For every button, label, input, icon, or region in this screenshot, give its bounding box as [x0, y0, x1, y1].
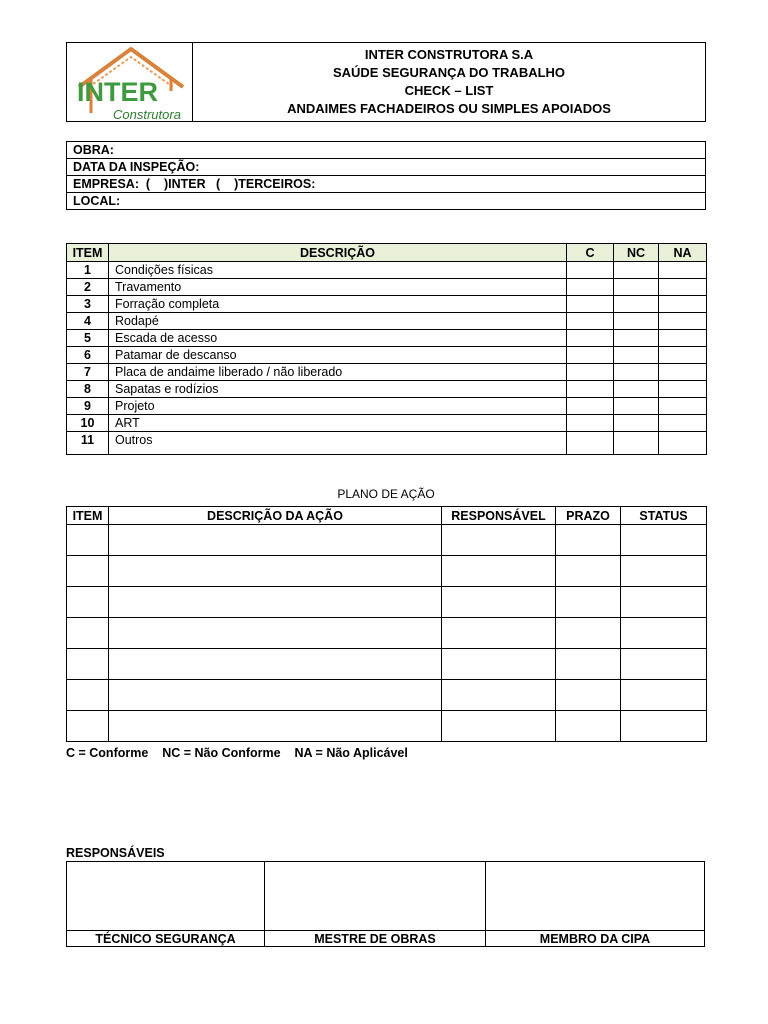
item-cell[interactable]: [67, 587, 109, 618]
conforme-checkbox[interactable]: [567, 296, 614, 313]
nao-conforme-checkbox[interactable]: [614, 432, 659, 455]
checklist-item-number: 9: [67, 398, 109, 415]
nao-conforme-checkbox[interactable]: [614, 381, 659, 398]
status-cell[interactable]: [621, 525, 707, 556]
col-prazo: PRAZO: [556, 507, 621, 525]
checklist-row: [67, 364, 707, 381]
company-name: INTER CONSTRUTORA S.A: [364, 47, 534, 62]
nao-aplicavel-checkbox[interactable]: [659, 381, 707, 398]
responsible-cell[interactable]: [442, 618, 556, 649]
deadline-cell[interactable]: [556, 618, 621, 649]
responsible-cell[interactable]: [442, 525, 556, 556]
responsible-cell[interactable]: [442, 587, 556, 618]
status-cell[interactable]: [621, 711, 707, 742]
responsible-cell[interactable]: [442, 711, 556, 742]
checklist-item-description: Escada de acesso: [109, 330, 567, 347]
item-cell[interactable]: [67, 649, 109, 680]
checklist-item-description: Sapatas e rodízios: [109, 381, 567, 398]
nao-aplicavel-checkbox[interactable]: [659, 432, 707, 455]
signature-box-tecnico[interactable]: [67, 862, 265, 931]
checklist-row: [67, 279, 707, 296]
action-plan-row: [67, 711, 707, 742]
nao-aplicavel-checkbox[interactable]: [659, 398, 707, 415]
conforme-checkbox[interactable]: [567, 398, 614, 415]
action-description-cell[interactable]: [109, 556, 442, 587]
col-nao-conforme: NC: [614, 244, 659, 262]
role-label: MEMBRO DA CIPA: [486, 931, 705, 947]
checklist-item-number: 4: [67, 313, 109, 330]
action-description-cell[interactable]: [109, 649, 442, 680]
document-header: [66, 42, 706, 122]
deadline-cell[interactable]: [556, 525, 621, 556]
checklist-item-description: Placa de andaime liberado / não liberado: [109, 364, 567, 381]
company-logo: [67, 43, 193, 122]
company-field[interactable]: EMPRESA: ( )INTER ( )TERCEIROS:: [67, 176, 706, 193]
col-status: STATUS: [621, 507, 707, 525]
responsaveis-title: RESPONSÁVEIS: [66, 846, 165, 860]
nao-aplicavel-checkbox[interactable]: [659, 279, 707, 296]
nao-aplicavel-checkbox[interactable]: [659, 296, 707, 313]
deadline-cell[interactable]: [556, 587, 621, 618]
checklist-table: [66, 243, 707, 455]
conforme-checkbox[interactable]: [567, 330, 614, 347]
deadline-cell[interactable]: [556, 711, 621, 742]
action-plan-row: [67, 680, 707, 711]
checklist-item-description: Forração completa: [109, 296, 567, 313]
signatures-table: [66, 861, 705, 947]
action-description-cell[interactable]: [109, 587, 442, 618]
action-plan-row: [67, 587, 707, 618]
conforme-checkbox[interactable]: [567, 432, 614, 455]
deadline-cell[interactable]: [556, 556, 621, 587]
action-description-cell[interactable]: [109, 680, 442, 711]
checklist-row: [67, 398, 707, 415]
signature-row: [67, 862, 705, 931]
inspection-info-table: [66, 141, 706, 210]
nao-conforme-checkbox[interactable]: [614, 296, 659, 313]
item-cell[interactable]: [67, 680, 109, 711]
nao-conforme-checkbox[interactable]: [614, 347, 659, 364]
checklist-item-number: 5: [67, 330, 109, 347]
conforme-checkbox[interactable]: [567, 262, 614, 279]
nao-conforme-checkbox[interactable]: [614, 330, 659, 347]
checklist-row: [67, 415, 707, 432]
checklist-item-number: 1: [67, 262, 109, 279]
deadline-cell[interactable]: [556, 649, 621, 680]
department-name: SAÚDE SEGURANÇA DO TRABALHO: [332, 65, 566, 80]
location-field[interactable]: LOCAL:: [67, 193, 706, 210]
col-conforme: C: [567, 244, 614, 262]
conforme-checkbox[interactable]: [567, 381, 614, 398]
signature-box-mestre[interactable]: [265, 862, 486, 931]
responsible-cell[interactable]: [442, 680, 556, 711]
nao-aplicavel-checkbox[interactable]: [659, 262, 707, 279]
action-description-cell[interactable]: [109, 618, 442, 649]
checklist-header-row: [67, 244, 707, 262]
checklist-row: [67, 347, 707, 364]
nao-conforme-checkbox[interactable]: [614, 364, 659, 381]
status-cell[interactable]: [621, 556, 707, 587]
col-responsavel: RESPONSÁVEL: [442, 507, 556, 525]
nao-conforme-checkbox[interactable]: [614, 313, 659, 330]
checklist-item-description: Outros: [109, 432, 567, 455]
status-cell[interactable]: [621, 618, 707, 649]
document-subject: ANDAIMES FACHADEIROS OU SIMPLES APOIADOS: [287, 101, 611, 116]
action-description-cell[interactable]: [109, 525, 442, 556]
header-title-block: [193, 43, 706, 122]
legend: C = Conforme NC = Não Conforme NA = Não Aplicável: [66, 746, 408, 760]
checklist-item-number: 6: [67, 347, 109, 364]
checklist-item-number: 8: [67, 381, 109, 398]
checklist-item-description: Patamar de descanso: [109, 347, 567, 364]
checklist-row: [67, 313, 707, 330]
col-descricao-acao: DESCRIÇÃO DA AÇÃO: [109, 507, 442, 525]
action-plan-header-row: [67, 507, 707, 525]
nao-conforme-checkbox[interactable]: [614, 398, 659, 415]
nao-conforme-checkbox[interactable]: [614, 279, 659, 296]
inspection-date-field[interactable]: DATA DA INSPEÇÃO:: [67, 159, 706, 176]
conforme-checkbox[interactable]: [567, 279, 614, 296]
responsible-cell[interactable]: [442, 556, 556, 587]
obra-field[interactable]: OBRA:: [67, 142, 706, 159]
conforme-checkbox[interactable]: [567, 364, 614, 381]
conforme-checkbox[interactable]: [567, 415, 614, 432]
logo-subtitle: Construtora: [113, 107, 181, 122]
checklist-item-number: 3: [67, 296, 109, 313]
role-label: TÉCNICO SEGURANÇA: [67, 931, 265, 947]
action-plan-row: [67, 649, 707, 680]
action-plan-table: [66, 506, 707, 742]
nao-aplicavel-checkbox[interactable]: [659, 415, 707, 432]
col-item: ITEM: [67, 244, 109, 262]
checklist-row: [67, 432, 707, 455]
status-cell[interactable]: [621, 587, 707, 618]
logo-name: INTER: [77, 77, 158, 107]
nao-aplicavel-checkbox[interactable]: [659, 313, 707, 330]
action-plan-row: [67, 618, 707, 649]
item-cell[interactable]: [67, 618, 109, 649]
document-type: CHECK – LIST: [404, 83, 494, 98]
item-cell[interactable]: [67, 525, 109, 556]
checklist-item-number: 2: [67, 279, 109, 296]
nao-conforme-checkbox[interactable]: [614, 415, 659, 432]
action-plan-row: [67, 525, 707, 556]
checklist-row: [67, 381, 707, 398]
nao-aplicavel-checkbox[interactable]: [659, 364, 707, 381]
plano-acao-title: PLANO DE AÇÃO: [337, 487, 435, 501]
deadline-cell[interactable]: [556, 680, 621, 711]
col-item: ITEM: [67, 507, 109, 525]
action-plan-row: [67, 556, 707, 587]
item-cell[interactable]: [67, 556, 109, 587]
checklist-item-description: Travamento: [109, 279, 567, 296]
checklist-row: [67, 330, 707, 347]
checklist-item-description: Rodapé: [109, 313, 567, 330]
nao-conforme-checkbox[interactable]: [614, 262, 659, 279]
action-description-cell[interactable]: [109, 711, 442, 742]
checklist-item-description: Condições físicas: [109, 262, 567, 279]
conforme-checkbox[interactable]: [567, 347, 614, 364]
checklist-row: [67, 262, 707, 279]
checklist-item-number: 11: [67, 432, 109, 455]
checklist-row: [67, 296, 707, 313]
col-descricao: DESCRIÇÃO: [109, 244, 567, 262]
nao-aplicavel-checkbox[interactable]: [659, 330, 707, 347]
col-nao-aplicavel: NA: [659, 244, 707, 262]
signature-box-cipa[interactable]: [486, 862, 705, 931]
role-label: MESTRE DE OBRAS: [265, 931, 486, 947]
checklist-item-number: 7: [67, 364, 109, 381]
item-cell[interactable]: [67, 711, 109, 742]
status-cell[interactable]: [621, 680, 707, 711]
status-cell[interactable]: [621, 649, 707, 680]
conforme-checkbox[interactable]: [567, 313, 614, 330]
checklist-item-description: Projeto: [109, 398, 567, 415]
nao-aplicavel-checkbox[interactable]: [659, 347, 707, 364]
responsible-cell[interactable]: [442, 649, 556, 680]
signature-label-row: [67, 931, 705, 947]
checklist-item-number: 10: [67, 415, 109, 432]
checklist-item-description: ART: [109, 415, 567, 432]
